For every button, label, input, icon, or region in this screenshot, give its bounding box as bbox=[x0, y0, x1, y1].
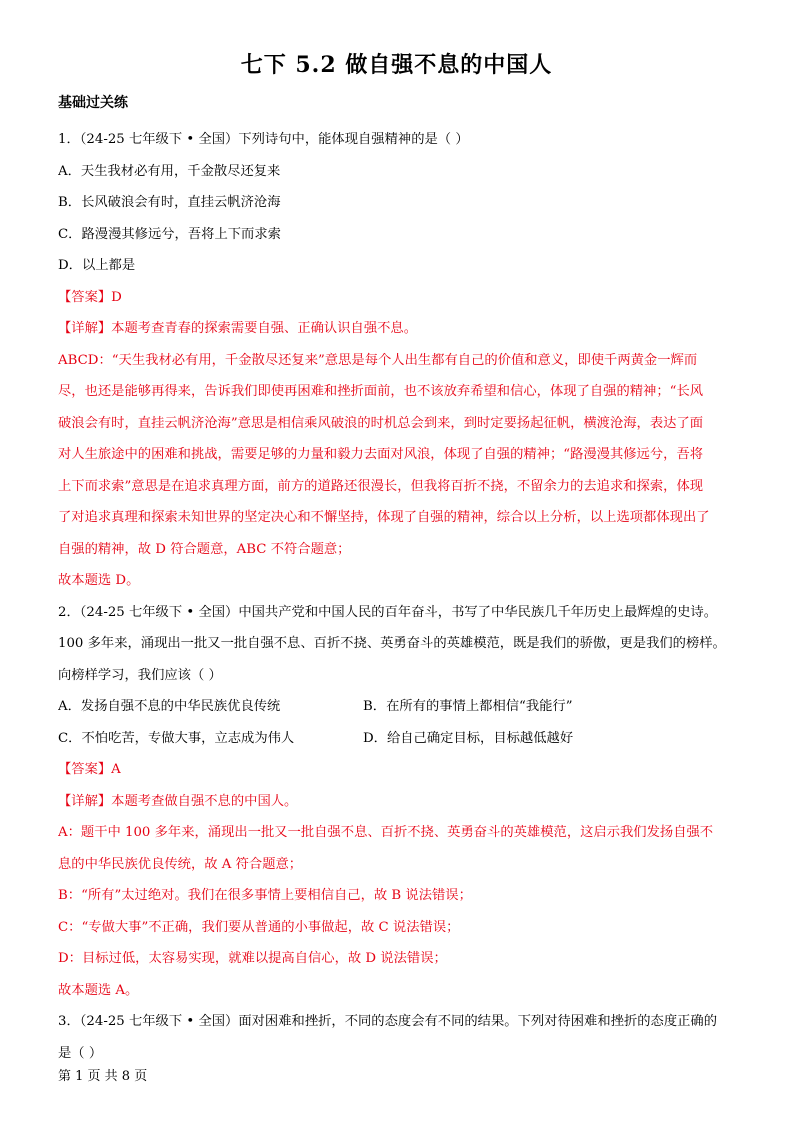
q3-stem-line: 是（ ） bbox=[58, 1045, 103, 1061]
q1-explanation-line: ABCD：“天生我材必有用，千金散尽还复来”意思是每个人出生都有自己的价值和意义，即使千两黄金一辉而 bbox=[58, 352, 698, 368]
q3-stem-line: 3．（24-25 七年级下 • 全国）面对困难和挫折，不同的态度会有不同的结果。下列对待困难和挫折的态度正确的 bbox=[58, 1014, 718, 1029]
q2-options-row bbox=[58, 723, 742, 755]
q2-final: 故本题选 A。 bbox=[58, 982, 139, 998]
q2-stem-line: 向榜样学习，我们应该（ ） bbox=[58, 667, 222, 683]
q1-explanation-line: 上下而求索”意思是在追求真理方面，前方的道路还很漫长，但我将百折不挠，不留余力的去追求和探索，体现 bbox=[58, 478, 704, 494]
q2-explanation-line: 息的中华民族优良传统，故 A 符合题意； bbox=[58, 856, 303, 872]
q1-option-b: B．长风破浪会有时，直挂云帆济沧海 bbox=[58, 195, 281, 210]
q2-answer: 【答案】A bbox=[58, 762, 121, 777]
q2-explanation-line: C：“专做大事”不正确，我们要从普通的小事做起，故 C 说法错误； bbox=[58, 919, 460, 935]
q1-explanation-line: 对人生旅途中的困难和挑战，需要足够的力量和毅力去面对风浪，体现了自强的精神；“路漫漫其修远兮，吾将 bbox=[58, 447, 704, 462]
q2-detail: 【详解】本题考查做自强不息的中国人。 bbox=[58, 793, 298, 809]
q2-stem-line: 100 多年来，涌现出一批又一批自强不息、百折不挠、英勇奋斗的英雄模范，既是我们的骄傲，更是我们的榜样。 bbox=[58, 636, 726, 651]
q1-explanation-line: 破浪会有时，直挂云帆济沧海”意思是相信乘风破浪的时机总会到来，到时定要扬起征帆，横渡沧海，表达了面 bbox=[58, 415, 704, 431]
q1-option-d: D．以上都是 bbox=[58, 258, 136, 273]
q1-stem: 1．（24-25 七年级下 • 全国）下列诗句中，能体现自强精神的是（ ） bbox=[58, 132, 469, 147]
page-number-footer: 第 1 页 共 8 页 bbox=[58, 1069, 148, 1084]
q2-stem-line: 2．（24-25 七年级下 • 全国）中国共产党和中国人民的百年奋斗，书写了中华民族几千年历史上最辉煌的史诗。 bbox=[58, 604, 718, 620]
q1-answer: 【答案】D bbox=[58, 289, 122, 305]
q2-explanation-line: D：目标过低，太容易实现，就难以提高自信心，故 D 说法错误； bbox=[58, 951, 447, 966]
q1-option-c: C．路漫漫其修远兮，吾将上下而求索 bbox=[58, 226, 281, 242]
q1-explanation-line: 尽，也还是能够再得来，告诉我们即使再困难和挫折面前，也不该放弃希望和信心，体现了自强的精神；“长风 bbox=[58, 384, 704, 399]
q1-final: 故本题选 D。 bbox=[58, 573, 140, 588]
page-title: 七下 5.2 做自强不息的中国人 bbox=[240, 52, 553, 78]
question-content bbox=[58, 124, 742, 1069]
q1-explanation-line: 自强的精神，故 D 符合题意，ABC 不符合题意； bbox=[58, 541, 351, 557]
q2-option-c: C．不怕吃苦，专做大事，立志成为伟人 bbox=[58, 730, 295, 746]
section-heading: 基础过关练 bbox=[58, 95, 128, 111]
q2-option-a: A．发扬自强不息的中华民族优良传统 bbox=[58, 699, 281, 714]
q1-option-a: A．天生我材必有用，千金散尽还复来 bbox=[58, 163, 281, 179]
q2-explanation-line: B：“所有”太过绝对。我们在很多事情上要相信自己，故 B 说法错误； bbox=[58, 888, 472, 903]
q2-explanation-line: A：题干中 100 多年来，涌现出一批又一批自强不息、百折不挠、英勇奋斗的英雄模范，这启示我们发扬自强不 bbox=[58, 825, 714, 840]
q1-detail: 【详解】本题考查青春的探索需要自强、正确认识自强不息。 bbox=[58, 321, 418, 336]
q2-options-row bbox=[58, 691, 742, 723]
q2-option-d: D．给自己确定目标，目标越低越好 bbox=[363, 730, 574, 746]
q1-explanation-line: 了对追求真理和探索未知世界的坚定决心和不懈坚持，体现了自强的精神，综合以上分析，以上选项都体现出了 bbox=[58, 510, 710, 525]
q2-option-b: B．在所有的事情上都相信“我能行” bbox=[363, 699, 573, 714]
